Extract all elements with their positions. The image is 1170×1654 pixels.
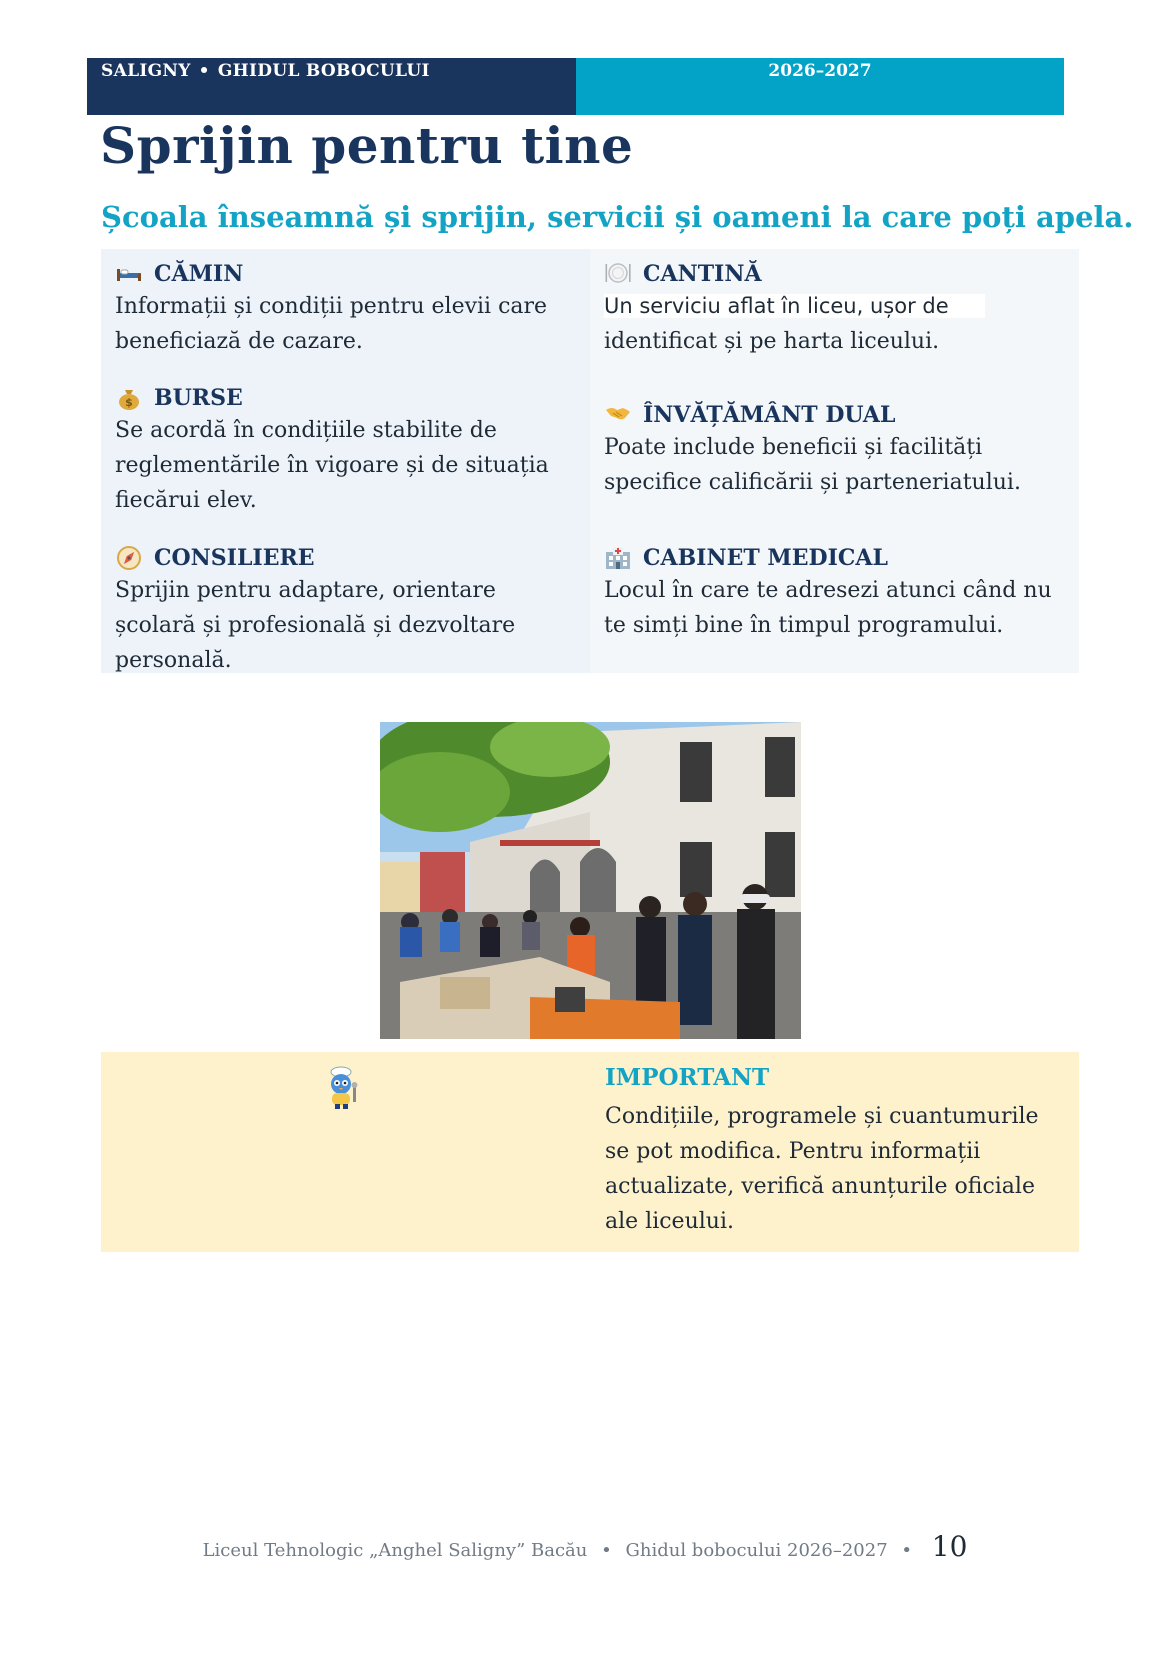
- card-title: CANTINĂ: [643, 261, 762, 287]
- header-year: 2026–2027: [768, 61, 872, 81]
- header-separator: •: [198, 61, 210, 81]
- card-title: CABINET MEDICAL: [643, 545, 888, 571]
- page-header: [87, 58, 1064, 115]
- header-school: SALIGNY: [101, 61, 191, 81]
- card-title-row: [604, 261, 1065, 287]
- card-text: [604, 289, 1065, 359]
- footer-separator: •: [901, 1540, 913, 1561]
- footer-school: Liceul Tehnologic „Anghel Saligny” Bacău: [202, 1540, 588, 1561]
- footer-separator: •: [601, 1540, 612, 1561]
- card-title: CĂMIN: [154, 261, 244, 287]
- card-title: BURSE: [154, 385, 243, 411]
- card-text: Se acordă în condițiile stabilite de reglementările în vigoare și de situația fiecărui elev.: [115, 418, 549, 513]
- svg-text:$: $: [125, 396, 133, 409]
- card-title-row: [604, 545, 1065, 571]
- plate-cutlery-icon: [604, 261, 632, 287]
- card-text: Sprijin pentru adaptare, orientare școlară și profesională și dezvoltare personală.: [115, 578, 516, 673]
- card-title-row: [115, 385, 576, 411]
- card-burse: [101, 373, 590, 528]
- money-bag-icon: [115, 385, 143, 411]
- page-subtitle: Școala înseamnă și sprijin, servicii și oameni la care poți apela.: [101, 200, 1134, 234]
- hospital-icon: [604, 545, 632, 571]
- header-right-band: [576, 58, 1064, 115]
- card-cantina: [590, 249, 1079, 373]
- card-text: Informații și condiții pentru elevii care beneficiază de cazare.: [115, 294, 548, 354]
- mascot-icon: [323, 1066, 363, 1110]
- footer-guide: Ghidul bobocului 2026–2027: [625, 1540, 888, 1561]
- card-text: Locul în care te adresezi atunci când nu te simți bine în timpul programului.: [604, 578, 1052, 638]
- header-guide: GHIDUL BOBOCULUI: [217, 61, 430, 81]
- support-services-grid: [101, 249, 1079, 673]
- card-invatamant-dual: [590, 373, 1079, 528]
- card-camin: [101, 249, 590, 373]
- card-title-row: [604, 402, 1065, 428]
- card-text-highlight: Un serviciu aflat în liceu, ușor de: [604, 294, 985, 318]
- note-title: IMPORTANT: [605, 1064, 770, 1091]
- card-title: CONSILIERE: [154, 545, 315, 571]
- page-footer: [0, 1530, 1170, 1563]
- important-note: [101, 1052, 1079, 1252]
- card-cabinet-medical: [590, 528, 1079, 673]
- card-text: Poate include beneficii și facilități specifice calificării și parteneriatului.: [604, 435, 1021, 495]
- page-title: Sprijin pentru tine: [100, 116, 634, 175]
- compass-icon: [115, 545, 143, 571]
- card-text-rest: identificat și pe harta liceului.: [604, 329, 940, 354]
- bed-icon: [115, 261, 143, 287]
- card-title-row: [115, 261, 576, 287]
- page-number: 10: [931, 1530, 968, 1563]
- school-courtyard-photo: [380, 722, 801, 1039]
- note-text: Condițiile, programele și cuantumurile se pot modifica. Pentru informații actualizate, verifică anunțurile oficiale ale liceului.: [605, 1104, 1039, 1234]
- card-title: ÎNVĂȚĂMÂNT DUAL: [643, 402, 896, 428]
- card-consiliere: [101, 528, 590, 673]
- card-title-row: [115, 545, 576, 571]
- handshake-icon: [604, 402, 632, 428]
- header-left-band: [87, 58, 576, 115]
